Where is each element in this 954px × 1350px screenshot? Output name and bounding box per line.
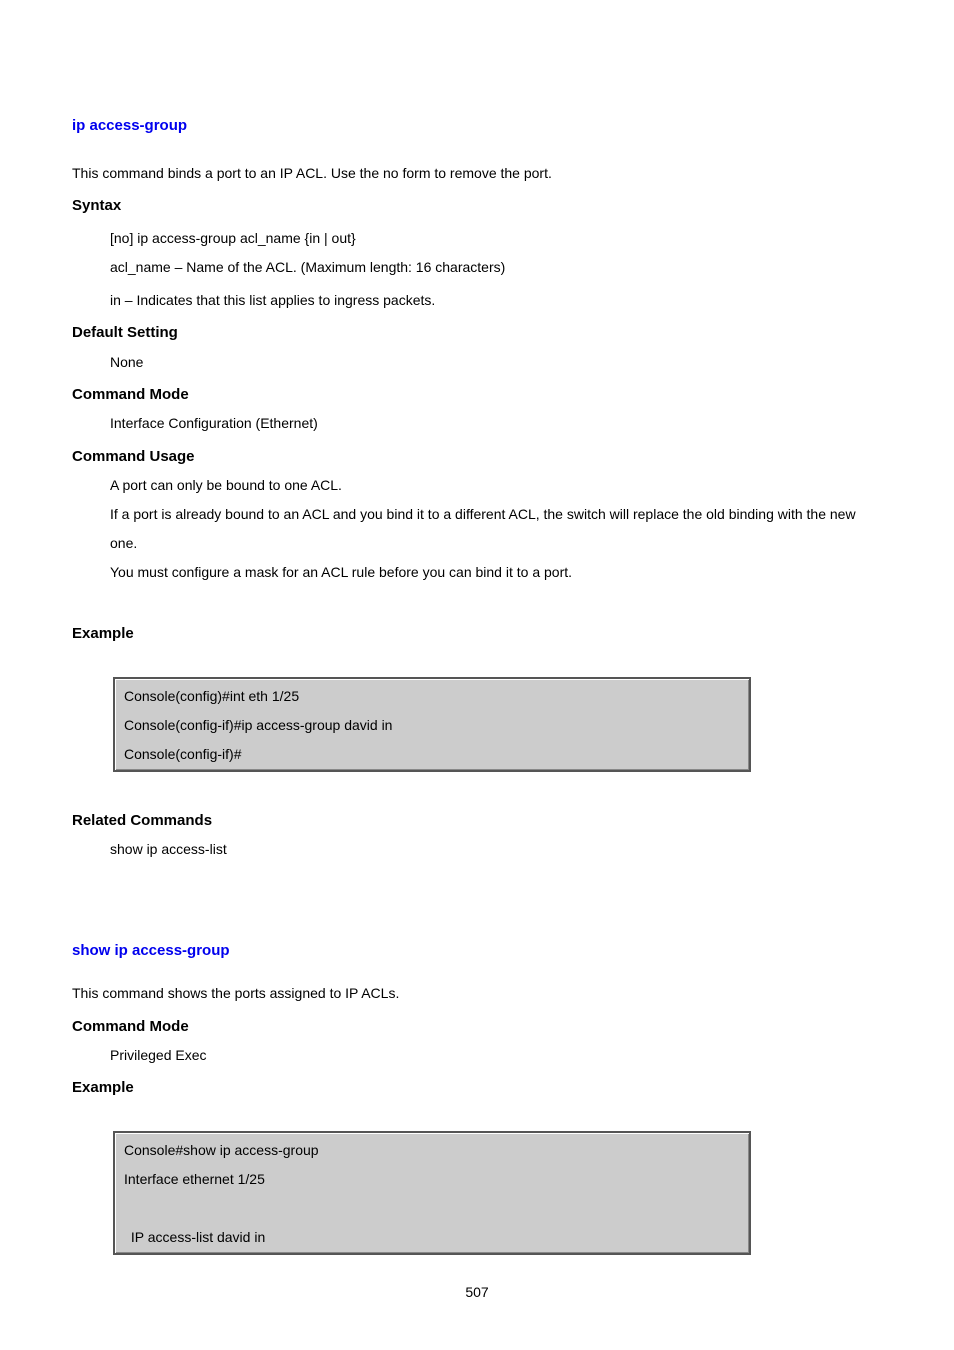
command-mode-value: Interface Configuration (Ethernet): [110, 415, 318, 431]
command-mode-heading: Command Mode: [72, 1018, 189, 1035]
code-line: IP access-list david in: [127, 1229, 266, 1245]
command-mode-heading: Command Mode: [72, 386, 189, 403]
command-title-ip-access-group: ip access-group: [72, 117, 188, 134]
code-line: Console(config-if)#: [124, 746, 242, 762]
example-heading: Example: [72, 625, 134, 642]
example-heading: Example: [72, 1079, 134, 1096]
page-number: 507: [465, 1284, 489, 1300]
code-line: Interface ethernet 1/25: [124, 1171, 265, 1187]
usage-line: one.: [110, 535, 138, 551]
default-setting-heading: Default Setting: [72, 324, 178, 341]
related-commands-heading: Related Commands: [72, 812, 213, 829]
example-code-box: [113, 677, 751, 772]
syntax-param-line: acl_name – Name of the ACL. (Maximum length: 16 characters): [110, 259, 506, 275]
command-description: This command binds a port to an IP ACL. Use the no form to remove the port.: [72, 165, 552, 181]
example-code-box: [113, 1131, 751, 1255]
command-usage-heading: Command Usage: [72, 448, 195, 465]
usage-line: A port can only be bound to one ACL.: [110, 477, 342, 493]
usage-line: You must configure a mask for an ACL rule before you can bind it to a port.: [110, 564, 573, 580]
command-description: This command shows the ports assigned to IP ACLs.: [72, 985, 400, 1001]
command-mode-value: Privileged Exec: [110, 1047, 207, 1063]
related-command-value: show ip access-list: [110, 841, 227, 857]
code-line: Console(config-if)#ip access-group david in: [124, 717, 393, 733]
syntax-line: [no] ip access-group acl_name {in | out}: [110, 230, 356, 246]
syntax-heading: Syntax: [72, 197, 122, 214]
default-setting-value: None: [110, 354, 144, 370]
command-title-show-ip-access-group: show ip access-group: [72, 942, 230, 959]
code-line: Console(config)#int eth 1/25: [124, 688, 300, 704]
usage-line: If a port is already bound to an ACL and you bind it to a different ACL, the switch will replace the old binding with the new: [110, 506, 856, 522]
syntax-param-line: in – Indicates that this list applies to ingress packets.: [110, 292, 436, 308]
code-line: Console#show ip access-group: [124, 1142, 319, 1158]
